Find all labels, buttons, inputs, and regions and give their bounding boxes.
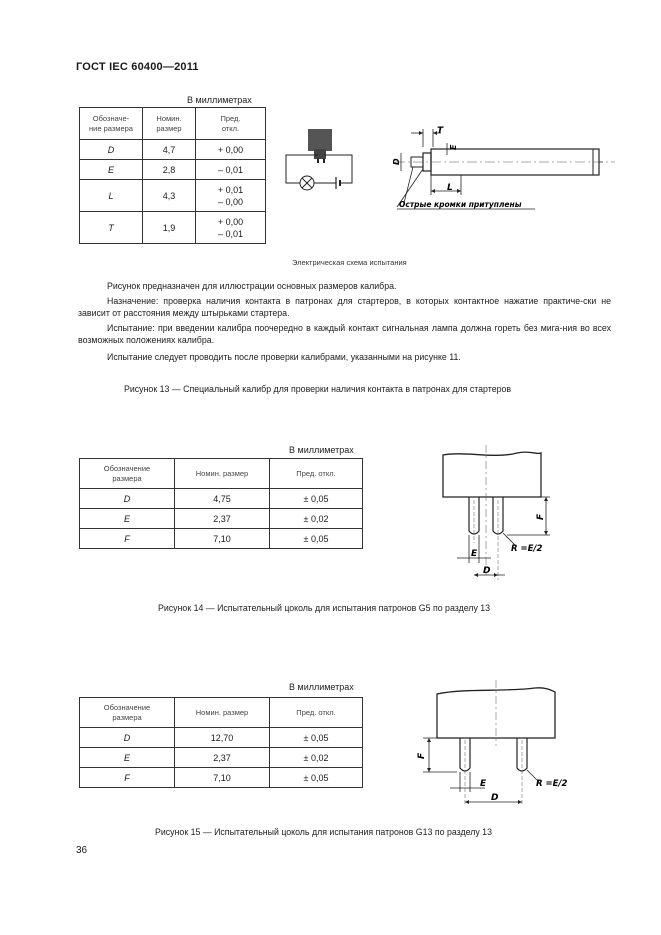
label-d: D [392, 158, 401, 165]
fig14-col-designation: Обозначение размера [80, 459, 175, 489]
fig13-caption: Рисунок 13 — Специальный калибр для проверки наличия контакта в патронах для стартеров [124, 384, 512, 394]
fig13-paragraph-3: Испытание: при введении калибра поочередно в каждый контакт сигнальная лампа должна гореть без мига-ния во всех возможных положениях калибра. [78, 323, 611, 345]
label-d: D [491, 793, 499, 803]
table-row: F 7,10 ± 0,05 [80, 529, 363, 549]
fig14-units-note: В миллиметрах [289, 445, 354, 455]
label-r: R =E/2 [511, 544, 543, 554]
fig13-dimension-table [79, 107, 266, 244]
table-row: F 7,10 ± 0,05 [80, 768, 363, 788]
document-header: ГОСТ IEC 60400—2011 [76, 61, 199, 73]
fig14-dimension-table [79, 458, 363, 549]
fig14-caption: Рисунок 14 — Испытательный цоколь для испытания патронов G5 по разделу 13 [158, 603, 491, 613]
table-row: L 4,3 + 0,01 – 0,00 [80, 180, 266, 212]
table-row: D 4,75 ± 0,05 [80, 489, 363, 509]
fig13-paragraph-2: Назначение: проверка наличия контакта в патронах для стартеров, в которых контактное нажатие практиче-ски не зависит от расстояния между штырьками стартера. [78, 296, 611, 318]
table-row: E 2,8 – 0,01 [80, 160, 266, 180]
fig13-gauge-drawing [385, 125, 615, 220]
fig15-units-note: В миллиметрах [289, 682, 354, 692]
table-row: D 4,7 + 0,00 [80, 140, 266, 160]
label-t: T [437, 126, 444, 136]
fig14-cap-drawing [425, 445, 565, 585]
table-row: E 2,37 ± 0,02 [80, 748, 363, 768]
table-row: D 12,70 ± 0,05 [80, 728, 363, 748]
fig15-dimension-table [79, 697, 363, 788]
fig15-col-nominal: Номин. размер [175, 698, 270, 728]
label-e: E [480, 779, 487, 789]
fig15-col-designation: Обозначение размера [80, 698, 175, 728]
fig14-col-tolerance: Пред. откл. [270, 459, 363, 489]
fig13-col-nominal: Номин. размер [143, 108, 196, 140]
label-f: F [536, 513, 546, 520]
fig13-paragraph-1: Рисунок предназначен для иллюстрации основных размеров калибра. [107, 281, 397, 291]
fig14-col-nominal: Номин. размер [175, 459, 270, 489]
label-r: R =E/2 [536, 779, 568, 789]
fig15-caption: Рисунок 15 — Испытательный цоколь для испытания патронов G13 по разделу 13 [155, 827, 492, 837]
fig15-col-tolerance: Пред. откл. [270, 698, 363, 728]
gauge-symbol [308, 129, 332, 151]
table-row: E 2,37 ± 0,02 [80, 509, 363, 529]
fig13-circuit-diagram [280, 125, 360, 205]
fig13-units-note: В миллиметрах [187, 95, 252, 105]
label-e: E [471, 549, 478, 559]
label-f: F [417, 752, 427, 759]
label-e: E [449, 144, 458, 150]
page-number: 36 [76, 845, 88, 856]
fig15-cap-drawing [405, 680, 575, 810]
label-sharp-edges: Острые кромки притуплены [399, 200, 522, 209]
fig13-col-designation: Обозначе- ние размера [80, 108, 143, 140]
fig13-col-tolerance: Пред. откл. [196, 108, 266, 140]
fig13-paragraph-4: Испытание следует проводить после проверки калибрами, указанными на рисунке 11. [107, 352, 461, 362]
table-row: T 1,9 + 0,00 – 0,01 [80, 212, 266, 244]
label-d: D [483, 566, 491, 576]
fig13-circuit-caption: Электрическая схема испытания [292, 258, 407, 267]
label-l: L [447, 183, 453, 193]
